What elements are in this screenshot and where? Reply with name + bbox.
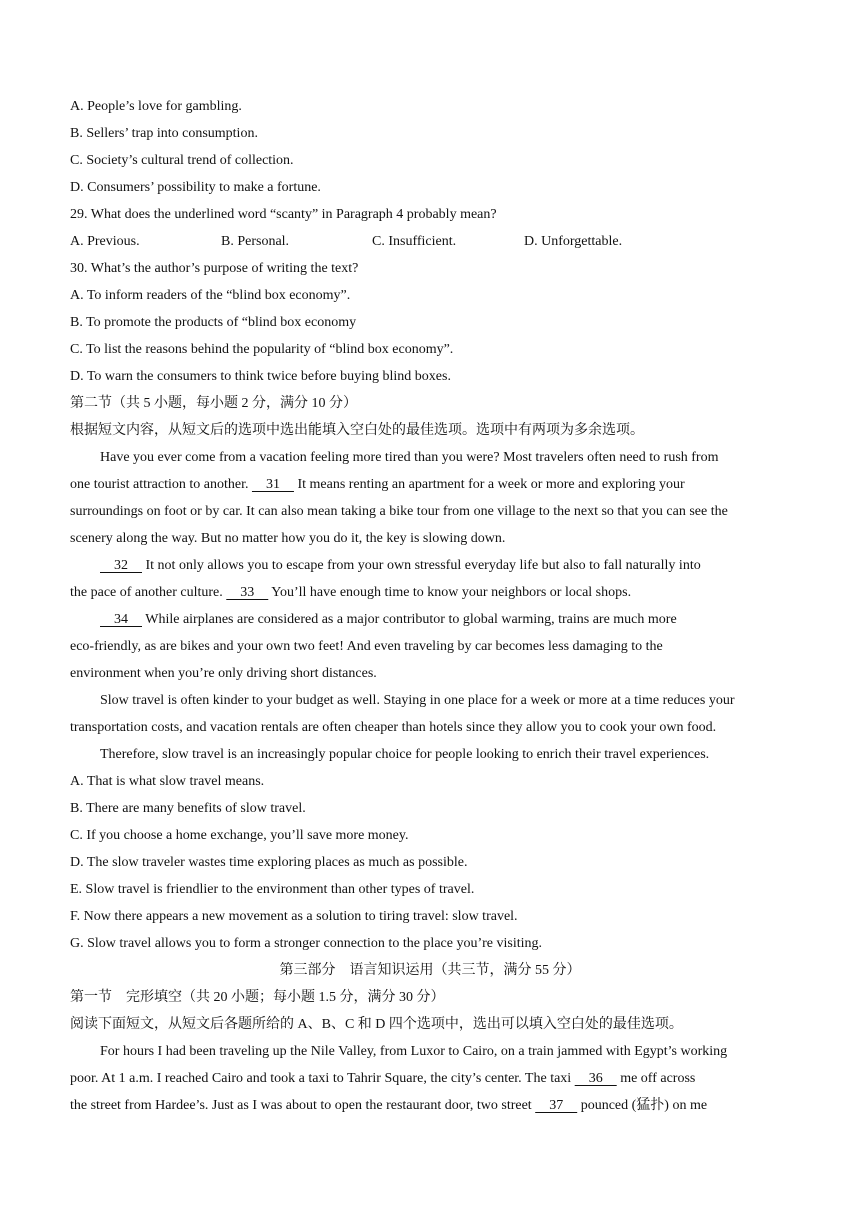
- passage-line: [70, 475, 790, 502]
- q30-option-a: A. To inform readers of the “blind box economy”.: [70, 288, 351, 303]
- passage-text: me off across: [616, 1071, 696, 1086]
- section2-heading: 第二节（共 5 小题，每小题 2 分，满分 10 分）: [70, 396, 357, 411]
- passage-line: For hours I had been traveling up the Nile Valley, from Luxor to Cairo, on a train jammed with Egypt’s working: [100, 1044, 728, 1059]
- q30-option-c: C. To list the reasons behind the popularity of “blind box economy”.: [70, 342, 454, 357]
- passage-line: eco-friendly, as are bikes and your own two feet! And even traveling by car becomes less damaging to the: [70, 639, 663, 654]
- q30-option-d: D. To warn the consumers to think twice before buying blind boxes.: [70, 369, 451, 384]
- section2-option-e: E. Slow travel is friendlier to the environment than other types of travel.: [70, 882, 475, 897]
- section2-instruction: 根据短文内容，从短文后的选项中选出能填入空白处的最佳选项。选项中有两项为多余选项。: [70, 423, 644, 438]
- blank-31: 31: [251, 477, 294, 492]
- section2-option-c: C. If you choose a home exchange, you’ll save more money.: [70, 828, 409, 843]
- passage-line: [70, 1096, 790, 1123]
- passage-line: surroundings on foot or by car. It can also mean taking a bike tour from one village to the next so that you can see the: [70, 504, 728, 519]
- passage-line: [70, 610, 790, 637]
- section2-option-b: B. There are many benefits of slow travel.: [70, 801, 306, 816]
- passage-line: [70, 1069, 790, 1096]
- part3-section1-heading: 第一节 完形填空（共 20 小题；每小题 1.5 分，满分 30 分）: [70, 990, 445, 1005]
- blank-36: 36: [574, 1071, 617, 1086]
- section2-option-g: G. Slow travel allows you to form a stronger connection to the place you’re visiting.: [70, 936, 543, 951]
- passage-text: While airplanes are considered as a major contributor to global warming, trains are much more: [142, 612, 677, 627]
- q30-option-b: B. To promote the products of “blind box economy: [70, 315, 357, 330]
- part3-title: 第三部分 语言知识运用（共三节，满分 55 分）: [279, 963, 581, 978]
- q29-option-a: A. Previous.: [70, 234, 140, 249]
- q30-stem: 30. What’s the author’s purpose of writing the text?: [70, 261, 359, 276]
- q28-option-a: A. People’s love for gambling.: [70, 99, 242, 114]
- passage-line: [70, 556, 790, 583]
- section2-option-f: F. Now there appears a new movement as a solution to tiring travel: slow travel.: [70, 909, 518, 924]
- q29-option-b: B. Personal.: [221, 234, 290, 249]
- section2-option-d: D. The slow traveler wastes time exploring places as much as possible.: [70, 855, 468, 870]
- q28-option-d: D. Consumers’ possibility to make a fortune.: [70, 180, 321, 195]
- passage-line: environment when you’re only driving short distances.: [70, 666, 377, 681]
- passage-text: pounced (猛扑) on me: [577, 1098, 708, 1113]
- blank-34: 34: [100, 612, 142, 627]
- passage-line: Therefore, slow travel is an increasingly popular choice for people looking to enrich their travel experiences.: [100, 747, 710, 762]
- passage-line: [70, 583, 790, 610]
- passage-text: one tourist attraction to another.: [70, 477, 249, 492]
- q29-stem: 29. What does the underlined word “scanty” in Paragraph 4 probably mean?: [70, 207, 497, 222]
- passage-line: transportation costs, and vacation rentals are often cheaper than hotels since they allow you to cook your own food.: [70, 720, 717, 735]
- q28-option-b: B. Sellers’ trap into consumption.: [70, 126, 258, 141]
- passage-text: It not only allows you to escape from your own stressful everyday life but also to fall naturally into: [142, 558, 701, 573]
- passage-text: the pace of another culture.: [70, 585, 223, 600]
- exam-page: [70, 97, 790, 1123]
- q28-option-c: C. Society’s cultural trend of collection.: [70, 153, 294, 168]
- passage-text: poor. At 1 a.m. I reached Cairo and took a taxi to Tahrir Square, the city’s center. The taxi: [70, 1071, 575, 1086]
- part3-instruction: 阅读下面短文，从短文后各题所给的 A、B、C 和 D 四个选项中，选出可以填入空白处的最佳选项。: [70, 1017, 683, 1032]
- passage-line: Slow travel is often kinder to your budget as well. Staying in one place for a week or more at a time reduces your: [100, 693, 735, 708]
- blank-32: 32: [100, 558, 142, 573]
- passage-line: scenery along the way. But no matter how you do it, the key is slowing down.: [70, 531, 506, 546]
- passage-text: the street from Hardee’s. Just as I was about to open the restaurant door, two street: [70, 1098, 536, 1113]
- q29-option-d: D. Unforgettable.: [524, 234, 623, 249]
- passage-text: It means renting an apartment for a week or more and exploring your: [293, 477, 685, 492]
- passage-text: You’ll have enough time to know your neighbors or local shops.: [268, 585, 632, 600]
- q29-option-c: C. Insufficient.: [372, 234, 457, 249]
- blank-37: 37: [535, 1098, 578, 1113]
- passage-line: Have you ever come from a vacation feeling more tired than you were? Most travelers often need to rush from: [100, 450, 719, 465]
- section2-option-a: A. That is what slow travel means.: [70, 774, 265, 789]
- q29-options: [70, 232, 790, 259]
- blank-33: 33: [226, 585, 269, 600]
